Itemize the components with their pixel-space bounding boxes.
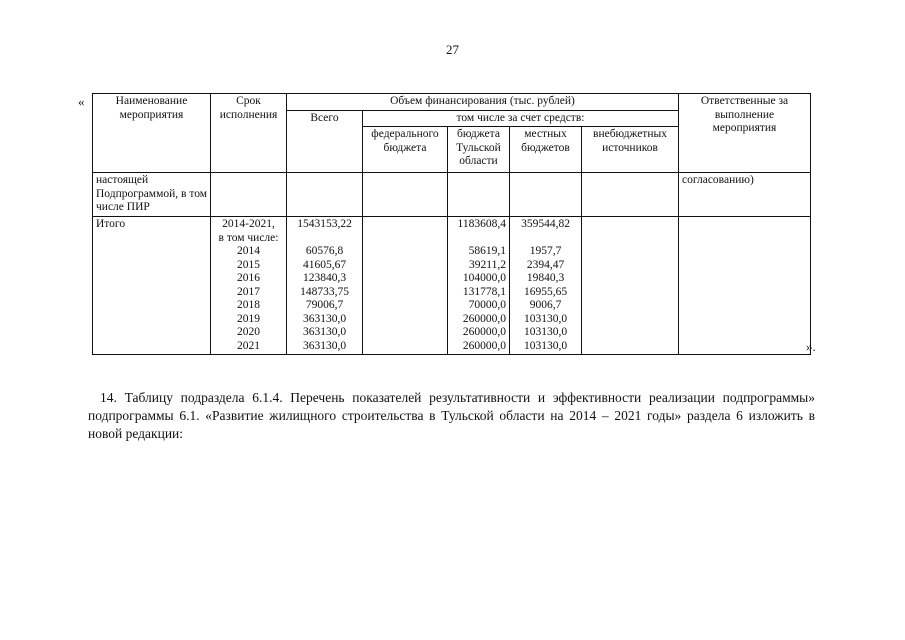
header-extra: внебюджетных источников xyxy=(582,127,679,173)
regional-lines-cell xyxy=(448,217,510,355)
header-federal: федерального бюджета xyxy=(363,127,448,173)
opening-quote: « xyxy=(78,94,85,109)
responsible-empty-cell xyxy=(679,217,811,355)
local-lines-cell xyxy=(510,217,582,355)
cell-line: 260000,0 xyxy=(462,326,506,338)
empty-cell xyxy=(363,173,448,217)
cell-line: 1183608,4 xyxy=(457,218,506,230)
cell-line: 2015 xyxy=(237,258,260,271)
cell-line: 79006,7 xyxy=(305,299,344,311)
prev-name-cell: настоящей Подпрограммой, в том числе ПИР xyxy=(93,173,211,217)
empty-cell xyxy=(582,173,679,217)
header-local: местных бюджетов xyxy=(510,127,582,173)
empty-cell xyxy=(287,173,363,217)
header-term: Срок исполнения xyxy=(211,94,287,173)
cell-line: 9006,7 xyxy=(529,299,562,311)
cell-line: 363130,0 xyxy=(302,326,347,338)
header-incl: том числе за счет средств: xyxy=(363,110,679,127)
cell-line: 2394,47 xyxy=(526,258,565,271)
cell-line: 260000,0 xyxy=(462,339,506,352)
closing-quote: ». xyxy=(806,339,816,354)
amendment-paragraph xyxy=(88,389,815,443)
cell-line: 16955,65 xyxy=(523,285,568,298)
cell-line: 70000,0 xyxy=(468,299,506,311)
table-row-prev xyxy=(93,173,811,217)
cell-line: 39211,2 xyxy=(469,258,506,271)
cell-line: 2014 xyxy=(237,245,260,257)
header-name: Наименование мероприятия xyxy=(93,94,211,173)
cell-line: 104000,0 xyxy=(462,272,506,284)
extra-lines-cell xyxy=(582,217,679,355)
cell-line: 60576,8 xyxy=(305,245,344,257)
cell-line: 1543153,22 xyxy=(297,218,352,230)
federal-lines-cell xyxy=(363,217,448,355)
empty-cell xyxy=(510,173,582,217)
cell-line: 103130,0 xyxy=(523,339,568,352)
cell-line: 58619,1 xyxy=(468,245,506,257)
amendment-text: 14. Таблицу подраздела 6.1.4. Перечень показателей результативности и эффективности реализации подпрограммы» подпрограммы 6.1. «Развитие жилищного строительства в Тульской области на 2014 – 2021 годы» раздела 6 изложить в новой редакции: xyxy=(88,390,815,441)
cell-line: 363130,0 xyxy=(302,312,347,325)
header-row-1 xyxy=(93,94,811,111)
cell-line: 41605,67 xyxy=(302,258,347,271)
header-regional: бюджета Тульской области xyxy=(448,127,510,173)
total-lines-cell xyxy=(287,217,363,355)
empty-cell xyxy=(448,173,510,217)
header-responsible: Ответственные за выполнение мероприятия xyxy=(679,94,811,173)
header-funding: Объем финансирования (тыс. рублей) xyxy=(287,94,679,111)
page-number: 27 xyxy=(446,42,459,57)
cell-line: 148733,75 xyxy=(300,285,349,298)
cell-line: 131778,1 xyxy=(462,285,506,298)
cell-line xyxy=(451,232,506,246)
financing-table xyxy=(92,93,811,355)
cell-line: 1957,7 xyxy=(529,245,562,257)
cell-line xyxy=(290,232,359,246)
cell-line: 103130,0 xyxy=(523,326,568,338)
empty-cell xyxy=(211,173,287,217)
cell-line: в том числе: xyxy=(218,231,279,244)
cell-line xyxy=(513,232,578,246)
total-name-cell: Итого xyxy=(93,217,211,355)
cell-line: 2019 xyxy=(237,312,260,325)
cell-line: 2018 xyxy=(237,299,260,311)
cell-line: 123840,3 xyxy=(302,272,347,284)
table-row-total xyxy=(93,217,811,355)
cell-line: 260000,0 xyxy=(462,312,506,325)
cell-line: 2014-2021, xyxy=(222,218,275,230)
cell-line: 103130,0 xyxy=(523,312,568,325)
cell-line: 363130,0 xyxy=(302,339,347,352)
term-lines-cell xyxy=(211,217,287,355)
cell-line: 359544,82 xyxy=(521,218,570,230)
header-total: Всего xyxy=(287,110,363,173)
cell-line: 2017 xyxy=(237,285,260,298)
cell-line: 2016 xyxy=(237,272,260,284)
cell-line: 2020 xyxy=(237,326,260,338)
prev-responsible-cell: согласованию) xyxy=(679,173,811,217)
cell-line: 2021 xyxy=(237,339,260,352)
cell-line: 19840,3 xyxy=(526,272,565,284)
